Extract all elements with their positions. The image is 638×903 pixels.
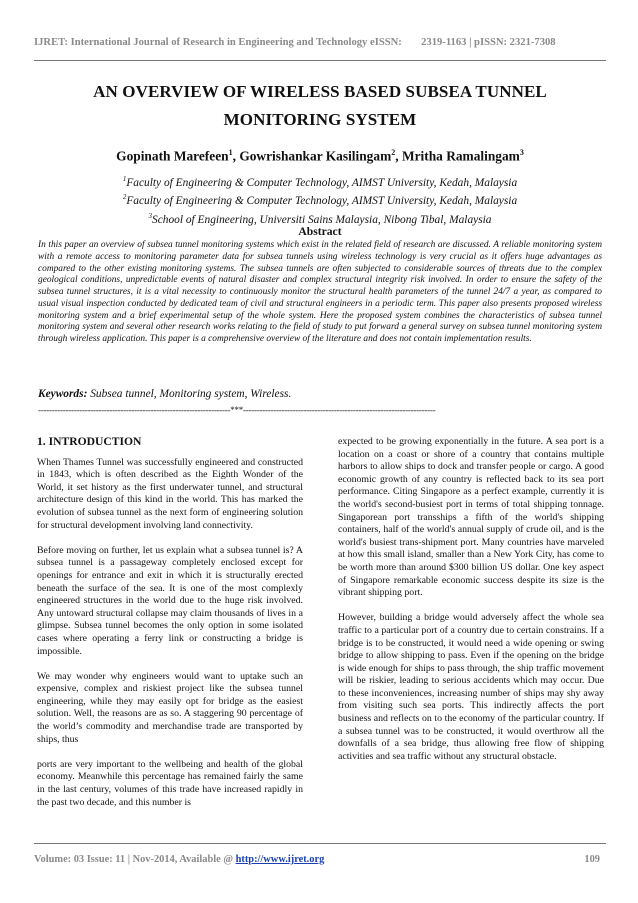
paragraph: When Thames Tunnel was successfully engineered and constructed in 1843, which is often described as the Eighth Wonder of the World, it set history as the first underwater tunnel, and structural architecture design of this kind in the world. This has marked the evolution of subsea tunnel as the next form of engineering solution for structural development involving land connectivity. xyxy=(37,456,303,531)
author-separator: , xyxy=(232,148,240,164)
abstract-heading: Abstract xyxy=(298,225,342,238)
keywords-label: Keywords: xyxy=(38,388,88,400)
paragraph: ports are very important to the wellbeing and health of the global economy. Meanwhile this percentage has remained fairly the same in the last century, volumes of this trade have increased rapidly in the past two decade, and this number is xyxy=(37,758,303,808)
affiliations xyxy=(40,172,600,227)
affiliation-text: Faculty of Engineering & Computer Technology, AIMST University, Kedah, Malaysia xyxy=(126,195,518,208)
title-line-1: AN OVERVIEW OF WIRELESS BASED SUBSEA TUNNEL xyxy=(93,82,547,101)
journal-issn: 2319-1163 | pISSN: 2321-7308 xyxy=(421,37,556,48)
right-column xyxy=(338,436,604,776)
keywords-text: Subsea tunnel, Monitoring system, Wireless. xyxy=(87,388,292,400)
author-sup: 3 xyxy=(519,148,524,157)
author-separator: , xyxy=(395,148,402,164)
section-separator: ----------------------------------------------------------------------***---------------------------------------------------------------------- xyxy=(38,405,436,415)
affiliation-sup: 1 xyxy=(122,175,127,183)
author-list xyxy=(40,148,600,164)
journal-header xyxy=(34,37,606,48)
journal-name: IJRET: International Journal of Research in Engineering and Technology eISSN: xyxy=(34,37,402,48)
paper-title xyxy=(40,78,600,134)
paragraph: Before moving on further, let us explain what a subsea tunnel is? A subsea tunnel is a passageway completely enclosed except for openings for entrance and exit in which it is structurally erected beneath the surface of the sea. It is one of the most complexly engineered structures in the world due to the huge risk involved. Any untoward structural collapse may claim thousands of lives in a glimpse. Subsea tunnel becomes the only option in some isolated cases where operating a ferry link or constructing a bridge is impossible. xyxy=(37,544,303,657)
affiliation-sup: 3 xyxy=(148,211,152,220)
title-line-2: MONITORING SYSTEM xyxy=(223,110,417,129)
affiliation xyxy=(40,190,600,208)
footer-rule xyxy=(34,843,606,844)
author-name: Gopinath Marefeen xyxy=(116,148,229,164)
affiliation-text: Faculty of Engineering & Computer Technology, AIMST University, Kedah, Malaysia xyxy=(126,176,518,189)
paragraph: We may wonder why engineers would want to uptake such an expensive, complex and riskiest project like the subsea tunnel engineering, while they may easily opt for bridge as the easiest solution. Well, the reasons are as so. A staggering 90 percentage of the world’s commodity and merchandise trade are transported by ships, thus xyxy=(37,670,303,745)
page-footer xyxy=(34,854,606,865)
abstract-text: In this paper an overview of subsea tunnel monitoring systems which exist in the related field of research are discussed. A reliable monitoring system with a remote access to monitoring parameter data for subsea tunnels using wireless technology is very crucial as it offers huge advantages as compared to the other existing monitoring systems. The subsea tunnels are often subjected to considerable sources of threats due to the complex geological conditions, unpredictable events of natural disaster and complex structural integrity risk involved. In order to ensure the safety of the subsea tunnel structures, it is a vital necessity to continuously monitor the structural health parameters of the tunnel 24/7 a year, as compared to usual visual inspection conducted by dedicated team of civil and structural engineers in a periodic term. This paper also presents proposed wireless monitoring system and a brief experimental setup of the whole system. Here the proposed system combines the characteristics of subsea tunnel monitoring system and several other research works relating to the field of study to put forward a general survey on subsea tunnel monitoring system through wireless application. This paper is a comprehensive overview of the literature and does not contain implementation results. xyxy=(38,240,602,344)
author-sup: 1 xyxy=(228,148,233,157)
paragraph: expected to be growing exponentially in the future. A sea port is a location on a coast or shore of a country that contains multiple harbors to allow ships to dock and transfer people or cargo. A good economic growth of any country is reflected back to its sea port performance. Citing Singapore as a perfect example, currently it is the world's second-busiest port in terms of total shipping tonnage. Singaporean port transships a fifth of the world's shipping containers, half of the world's annual supply of crude oil, and is the world's busiest trans-shipment port. Many countries have marveled at how this small island, smaller than a New York City, has come to be worth more than around $300 billion US dollar. One key aspect of Singapore remarkable economic success despite its size is the vibrant shipping port. xyxy=(338,436,604,599)
left-column xyxy=(37,436,303,822)
affiliation xyxy=(40,172,600,190)
affiliation-text: School of Engineering, Universiti Sains Malaysia, Nibong Tibal, Malaysia xyxy=(152,213,492,226)
author-name: Gowrishankar Kasilingam xyxy=(239,148,392,164)
section-heading: 1. INTRODUCTION xyxy=(37,435,142,448)
keywords xyxy=(38,388,602,400)
author-sup: 2 xyxy=(391,148,396,157)
footer-volume: Volume: 03 Issue: 11 | Nov-2014, Available @ xyxy=(34,854,236,865)
header-rule xyxy=(34,60,606,61)
affiliation-sup: 2 xyxy=(122,193,127,202)
paragraph: However, building a bridge would adversely affect the whole sea traffic to a particular port of a country due to certain constrains. If a bridge is to be constructed, it would need a wide opening or swing bridge to allow shipping to pass. Even if the opening on the bridge is wide enough for ships to pass through, the ship traffic movement will be riskier, leading to serious accidents which may occur. Due to these inconveniences, increasing number of ships may shy away from visiting such sea ports. This indirectly affects the port business and reflects on to the economy of the particular country. If a subsea tunnel was to be constructed, it would overthrow all the downfalls of a sea bridge, thus allowing free flow of shipping activities and sea traffic without any structural obstacle. xyxy=(338,612,604,762)
journal-link[interactable]: http://www.ijret.org xyxy=(235,854,325,865)
author-name: Mritha Ramalingam xyxy=(401,148,520,164)
page-number: 109 xyxy=(584,854,600,865)
